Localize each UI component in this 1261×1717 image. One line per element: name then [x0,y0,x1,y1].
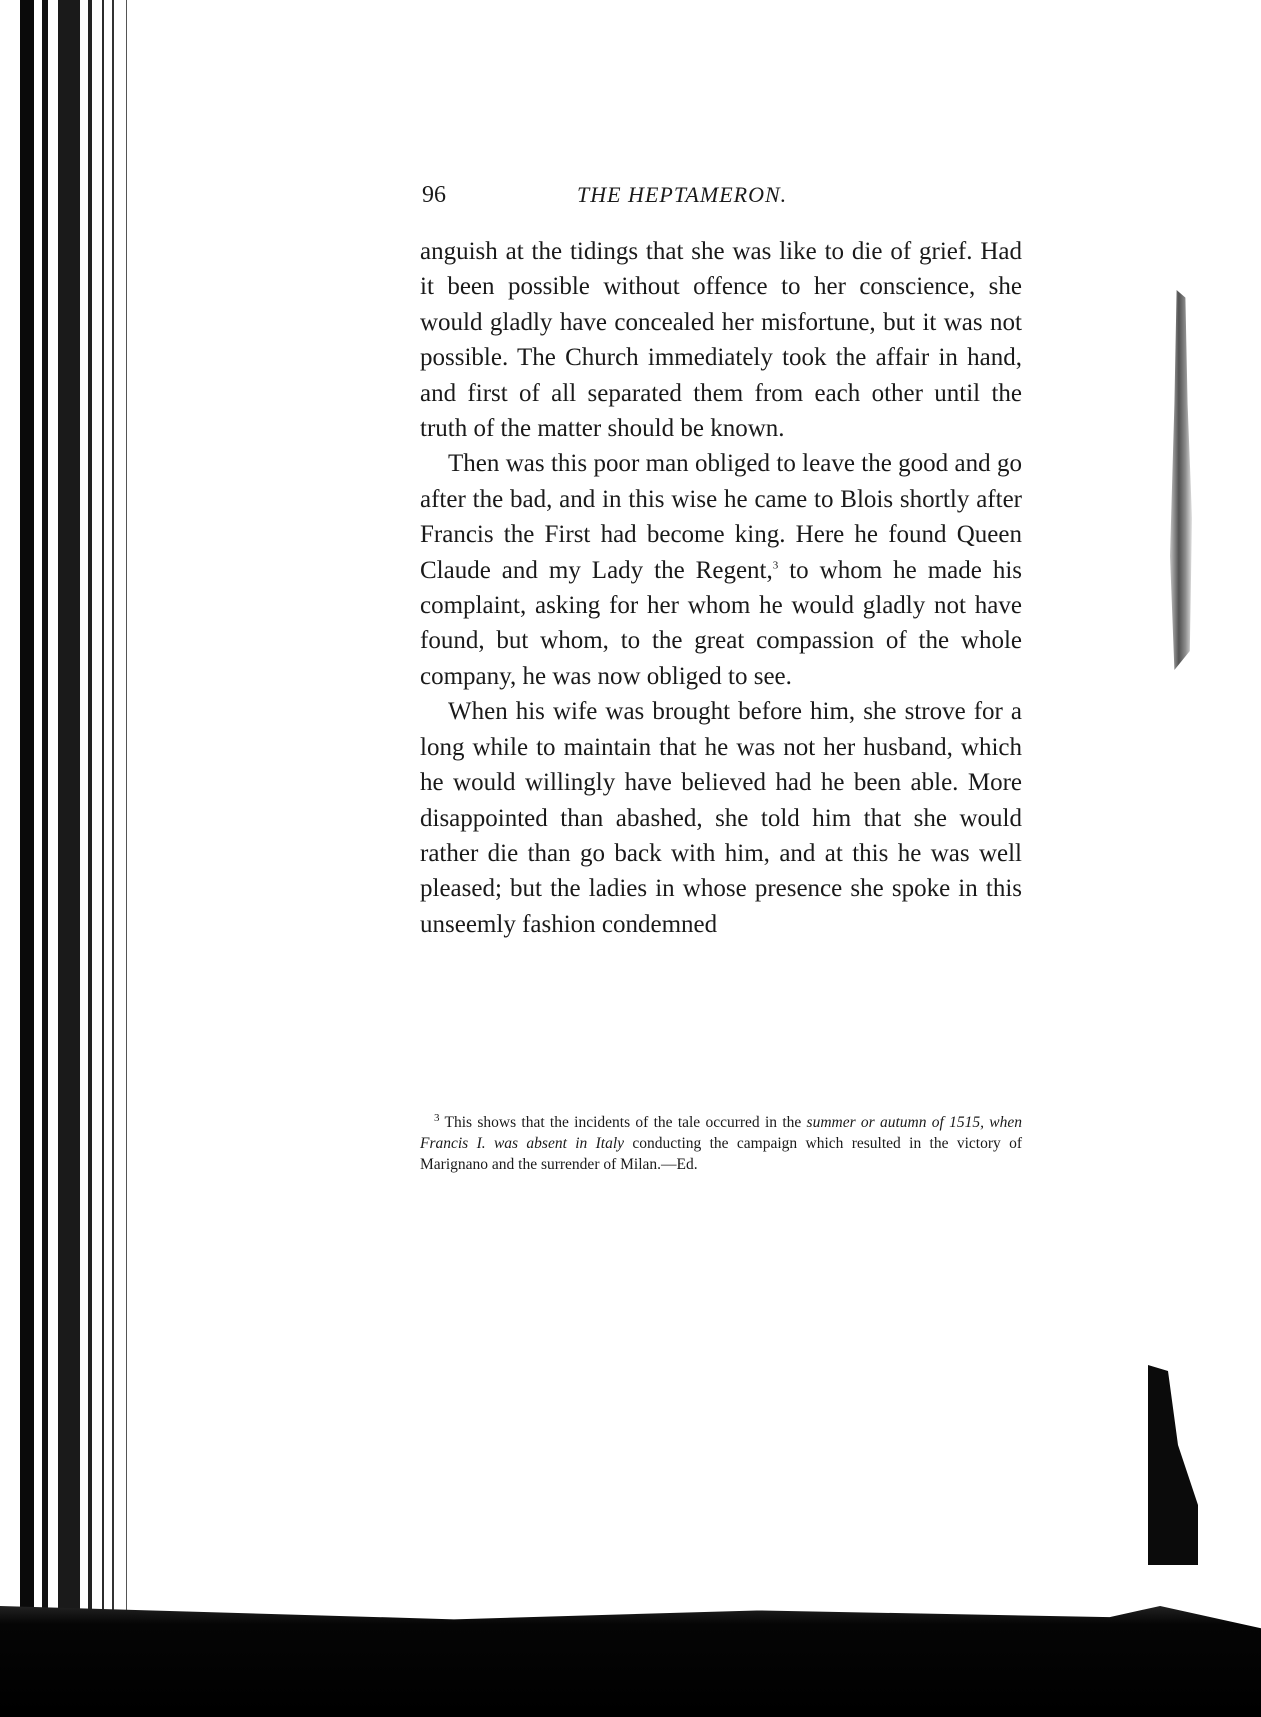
footnote-text-italic: summer or autumn of 1515, when Francis I. was absent in Italy [420,1114,1022,1152]
book-title: THE HEPTAMERON. [577,182,788,207]
paragraph-3: When his wife was brought before him, she strove for a long while to maintain that he was not her husband, which he would willingly have believed had he been able. More disappointed than abashed, she told him that she would rather die than go back with him, and at this he was well pleased; but the ladies in whose presence she spoke in this unseemly fashion condemned [420,698,1022,938]
paragraph-2-part-a: Then was this poor man obliged to leave the good and go after the bad, and in this wise he came to Blois shortly after Francis the First had become king. Here he found Queen Claude and my Lady the Regent, [420,450,1022,584]
body-text [420,234,1022,942]
footnote-text-a: This shows that the incidents of the tale occurred in the [439,1114,807,1131]
footnote-mark: 3 [434,1111,440,1124]
scan-smudge [1170,290,1192,670]
scan-edge-block [1148,1365,1198,1565]
book-spine-shadow [0,0,150,1717]
running-head [422,182,1022,216]
footnote-reference: 3 [772,559,779,572]
paragraph-2-part-b: to whom he made his complaint, asking for her whom he would gladly not have found, but whom, to the great compassion of the whole company, he was now obliged to see. [420,556,1022,690]
paragraph-1: anguish at the tidings that she was like to die of grief. Had it been possible without offence to her conscience, she would gladly have concealed her misfortune, but it was not possible. The Church immediately took the affair in hand, and first of all separated them from each other until the truth of the matter should be known. [420,238,1022,443]
footnote-text-b: conducting the campaign which resulted in the victory of Marignano and the surrender of Milan.—Ed. [420,1135,1022,1173]
paragraph-2 [420,446,1022,694]
footnote [420,1112,1022,1175]
scan-bottom-edge [0,1606,1261,1717]
page-number: 96 [422,182,446,208]
